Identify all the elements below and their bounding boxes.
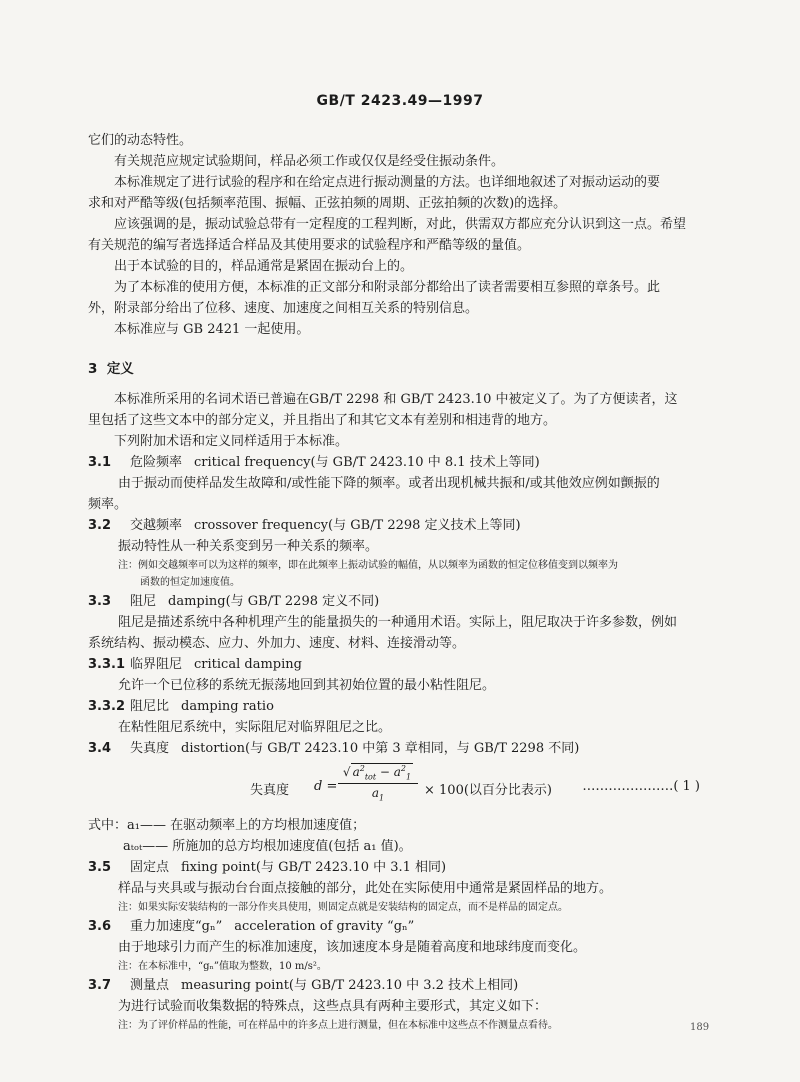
section-title: 定义 xyxy=(106,361,134,377)
formula-where: 式中：a₁—— 在驱动频率上的方均根加速度值； xyxy=(88,818,366,833)
term-english: critical damping xyxy=(194,657,302,672)
term-definition: 在粘性阻尼系统中，实际阻尼对临界阻尼之比。 xyxy=(118,720,392,735)
sqrt-radicand: $a^2_{tot} - a^2_1$ xyxy=(352,764,412,782)
term-number: 3.4 xyxy=(88,741,112,756)
term-3-3-1 xyxy=(88,654,700,675)
term-definition: 由于振动而使样品发生故障和/或性能下降的频率。或者出现机械共振和/或其他效应例如颤振的 xyxy=(118,476,660,491)
formula-denominator xyxy=(338,784,418,802)
term-number: 3.7 xyxy=(88,978,112,993)
term-number: 3.1 xyxy=(88,455,112,470)
intro-line: 有关规范的编写者选择适合样品及其使用要求的试验程序和严酷等级的量值。 xyxy=(88,238,531,253)
term-number: 3.5 xyxy=(88,860,112,875)
term-definition: 振动特性从一种关系变到另一种关系的频率。 xyxy=(118,539,379,554)
term-note: 注：为了评价样品的性能，可在样品中的许多点上进行测量，但在本标准中这些点不作测量点看待。 xyxy=(118,1020,558,1031)
term-english: critical frequency(与 GB/T 2423.10 中 8.1 技术上等同) xyxy=(194,455,540,470)
term-3-3 xyxy=(88,591,700,612)
term-english: damping(与 GB/T 2298 定义不同) xyxy=(168,594,380,609)
intro-line: 出于本试验的目的，样品通常是紧固在振动台上的。 xyxy=(114,259,414,274)
section-heading xyxy=(88,359,700,379)
formula-numerator: √ $a^2_{tot} - a^2_1$ xyxy=(338,763,418,784)
intro-line: 本标准应与 GB 2421 一起使用。 xyxy=(114,322,310,337)
term-number: 3.3 xyxy=(88,594,112,609)
equation-number: …………………( 1 ) xyxy=(582,779,700,794)
formula-fraction xyxy=(338,763,418,803)
distortion-formula xyxy=(88,763,700,813)
term-name: 危险频率 xyxy=(130,455,183,470)
term-definition: 允许一个已位移的系统无振荡地回到其初始位置的最小粘性阻尼。 xyxy=(118,678,496,693)
term-definition: 系统结构、振动模态、应力、外加力、速度、材料、连接滑动等。 xyxy=(88,636,466,651)
term-definition: 频率。 xyxy=(88,497,128,512)
page-content xyxy=(88,130,700,1034)
sub-1: 1 xyxy=(406,772,412,782)
sub-tot: tot xyxy=(364,772,377,782)
term-3-6 xyxy=(88,916,700,937)
page-number: 189 xyxy=(690,1022,710,1033)
running-header: GB/T 2423.49—1997 xyxy=(316,93,484,109)
term-english: acceleration of gravity “gₙ” xyxy=(234,919,415,934)
term-note: 注：如果实际安装结构的一部分作夹具使用，则固定点就是安装结构的固定点，而不是样品的固定点。 xyxy=(118,902,568,913)
term-name: 交越频率 xyxy=(130,518,183,533)
term-name: 失真度 xyxy=(130,741,170,756)
term-definition: 为进行试验而收集数据的特殊点，这些点具有两种主要形式，其定义如下： xyxy=(118,999,548,1014)
intro-line: 为了本标准的使用方便，本标准的正文部分和附录部分都给出了读者需要相互参照的章条号。此 xyxy=(114,280,661,295)
term-english: fixing point(与 GB/T 2423.10 中 3.1 相同) xyxy=(181,860,447,875)
term-3-1 xyxy=(88,452,700,473)
term-3-7 xyxy=(88,975,700,996)
section-paragraph: 下列附加术语和定义同样适用于本标准。 xyxy=(114,434,349,449)
term-english: distortion(与 GB/T 2423.10 中第 3 章相同，与 GB/T 2298 不同) xyxy=(181,741,580,756)
term-note: 函数的恒定加速度值。 xyxy=(140,577,240,588)
minus: − xyxy=(376,765,394,779)
term-definition: 阻尼是描述系统中各种机理产生的能量损失的一种通用术语。实际上，阻尼取决于许多参数，例如 xyxy=(118,615,678,630)
intro-line: 有关规范应规定试验期间，样品必须工作或仅仅是经受住振动条件。 xyxy=(114,154,505,169)
term-english: damping ratio xyxy=(181,699,274,714)
formula-where: aₜₒₜ—— 所施加的总方均根加速度值(包括 a₁ 值)。 xyxy=(123,839,412,854)
section-number: 3 xyxy=(88,361,98,377)
term-number: 3.2 xyxy=(88,518,112,533)
intro-line: 本标准规定了进行试验的程序和在给定点进行振动测量的方法。也详细地叙述了对振动运动的要 xyxy=(114,175,661,190)
term-definition: 由于地球引力而产生的标准加速度，该加速度本身是随着高度和地球纬度而变化。 xyxy=(118,940,587,955)
term-english: crossover frequency(与 GB/T 2298 定义技术上等同) xyxy=(194,518,521,533)
term-note: 注：在本标准中，“gₙ”值取为整数，10 m/s²。 xyxy=(118,961,327,972)
term-number: 3.6 xyxy=(88,919,112,934)
var-a: a xyxy=(393,765,401,779)
term-name: 临界阻尼 xyxy=(130,657,183,672)
term-english: measuring point(与 GB/T 2423.10 中 3.2 技术上相同) xyxy=(181,978,519,993)
term-3-2 xyxy=(88,515,700,536)
formula-multiplier: × 100(以百分比表示) xyxy=(424,783,552,798)
term-note: 注：例如交越频率可以为这样的频率，即在此频率上振动试验的幅值，从以频率为函数的恒定位移值变到以频率为 xyxy=(118,560,618,571)
formula-label: 失真度 xyxy=(250,783,290,798)
term-name: 阻尼 xyxy=(130,594,157,609)
term-3-4 xyxy=(88,738,700,759)
term-name: 固定点 xyxy=(130,860,170,875)
term-3-5 xyxy=(88,857,700,878)
var-a: a xyxy=(371,786,380,801)
intro-line: 应该强调的是，振动试验总带有一定程度的工程判断，对此，供需双方都应充分认识到这一点。希望 xyxy=(114,217,687,232)
term-number: 3.3.1 xyxy=(88,657,126,672)
intro-line: 外，附录部分给出了位移、速度、加速度之间相互关系的特别信息。 xyxy=(88,301,479,316)
term-3-3-2 xyxy=(88,696,700,717)
section-paragraph: 里包括了这些文本中的部分定义，并且指出了和其它文本有差别和相违背的地方。 xyxy=(88,413,557,428)
intro-line: 求和对严酷等级(包括频率范围、振幅、正弦拍频的周期、正弦拍频的次数)的选择。 xyxy=(88,196,567,211)
term-name: 阻尼比 xyxy=(130,699,170,714)
formula-lhs: d = xyxy=(314,779,338,794)
term-name: 重力加速度“gₙ” xyxy=(130,919,223,934)
var-a: a xyxy=(352,765,360,779)
term-number: 3.3.2 xyxy=(88,699,126,714)
section-paragraph: 本标准所采用的名词术语已普遍在GB/T 2298 和 GB/T 2423.10 中被定义了。为了方便读者，这 xyxy=(114,392,678,407)
intro-line: 它们的动态特性。 xyxy=(88,133,193,148)
sub-1: 1 xyxy=(379,793,385,803)
term-definition: 样品与夹具或与振动台台面点接触的部分，此处在实际使用中通常是紧固样品的地方。 xyxy=(118,881,613,896)
term-name: 测量点 xyxy=(130,978,170,993)
